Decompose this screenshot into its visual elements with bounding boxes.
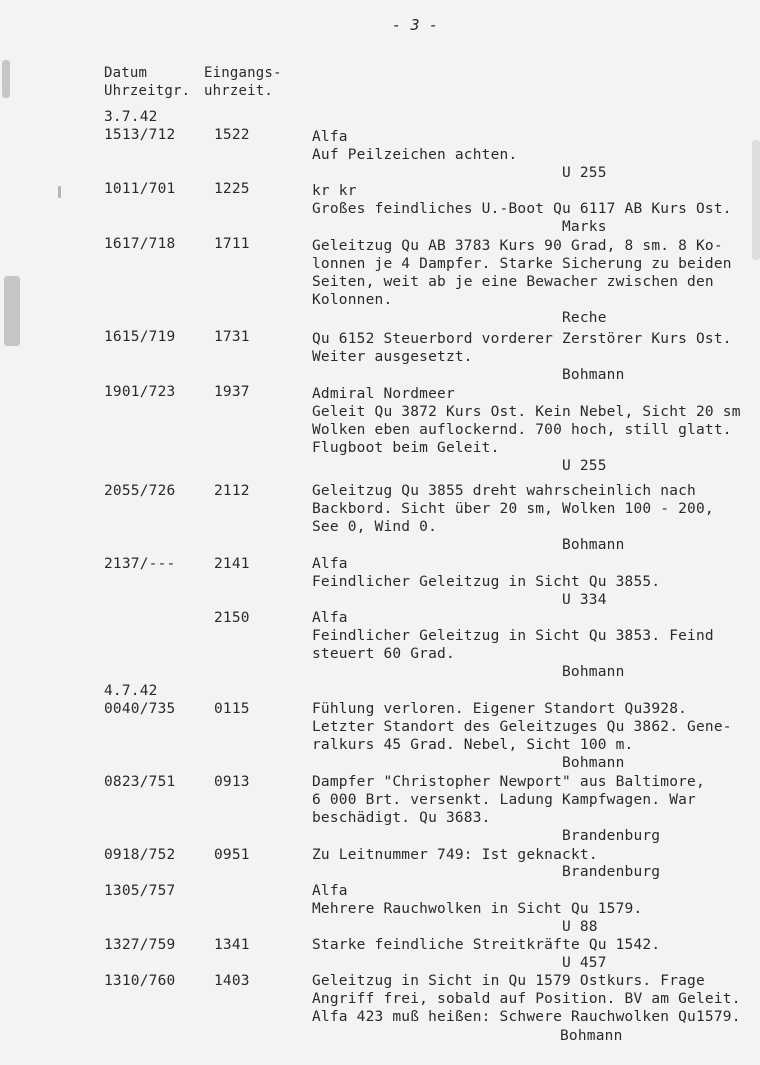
page-number: - 3 - bbox=[392, 16, 439, 34]
entry-signature: Reche bbox=[562, 310, 607, 326]
entry-text: Alfa bbox=[312, 129, 348, 145]
entry-text: Alfa 423 muß heißen: Schwere Rauchwolken Qu1579. bbox=[312, 1009, 741, 1025]
entry-text: Alfa bbox=[312, 610, 348, 626]
entry-text: Geleitzug Qu AB 3783 Kurs 90 Grad, 8 sm. 8 Ko- bbox=[312, 238, 723, 254]
entry-text: lonnen je 4 Dampfer. Starke Sicherung zu beiden bbox=[312, 256, 732, 272]
entry-text: Geleit Qu 3872 Kurs Ost. Kein Nebel, Sicht 20 sm bbox=[312, 404, 741, 420]
entry-receipt: 1711 bbox=[214, 236, 250, 252]
entry-time: 0918/752 bbox=[104, 847, 176, 863]
entry-receipt: 1225 bbox=[214, 181, 250, 197]
entry-text: kr kr bbox=[312, 183, 357, 199]
scan-smudge bbox=[752, 140, 760, 260]
scan-smudge bbox=[58, 186, 61, 198]
entry-signature: Brandenburg bbox=[562, 828, 661, 844]
entry-text: Geleitzug Qu 3855 dreht wahrscheinlich nach bbox=[312, 483, 696, 499]
entry-receipt: 0913 bbox=[214, 774, 250, 790]
date-label: 3.7.42 bbox=[104, 109, 158, 125]
entry-text: Backbord. Sicht über 20 sm, Wolken 100 - 200, bbox=[312, 501, 714, 517]
entry-signature: Brandenburg bbox=[562, 864, 661, 880]
entry-receipt: 2112 bbox=[214, 483, 250, 499]
scan-smudge bbox=[4, 276, 20, 346]
entry-text: See 0, Wind 0. bbox=[312, 519, 438, 535]
entry-receipt: 1937 bbox=[214, 384, 250, 400]
entry-signature: Marks bbox=[562, 219, 607, 235]
entry-text: Feindlicher Geleitzug in Sicht Qu 3855. bbox=[312, 574, 661, 590]
entry-text: Starke feindliche Streitkräfte Qu 1542. bbox=[312, 937, 661, 953]
entry-text: Kolonnen. bbox=[312, 292, 393, 308]
entry-signature: Bohmann bbox=[562, 664, 625, 680]
entry-text: Admiral Nordmeer bbox=[312, 386, 455, 402]
entry-receipt: 0115 bbox=[214, 701, 250, 717]
entry-signature: Bohmann bbox=[562, 755, 625, 771]
entry-time: 0823/751 bbox=[104, 774, 176, 790]
entry-signature: Bohmann bbox=[562, 537, 625, 553]
header-receipt-line2: uhrzeit. bbox=[204, 83, 274, 99]
entry-time: 1310/760 bbox=[104, 973, 176, 989]
entry-text: beschädigt. Qu 3683. bbox=[312, 810, 491, 826]
entry-text: Mehrere Rauchwolken in Sicht Qu 1579. bbox=[312, 901, 643, 917]
entry-text: Auf Peilzeichen achten. bbox=[312, 147, 518, 163]
entry-time: 1615/719 bbox=[104, 329, 176, 345]
entry-time: 2137/--- bbox=[104, 556, 176, 572]
date-label: 4.7.42 bbox=[104, 683, 158, 699]
entry-time: 1011/701 bbox=[104, 181, 176, 197]
entry-text: 6 000 Brt. versenkt. Ladung Kampfwagen. War bbox=[312, 792, 696, 808]
entry-receipt: 1341 bbox=[214, 937, 250, 953]
header-date-line2: Uhrzeitgr. bbox=[104, 83, 191, 99]
entry-text: Wolken eben auflockernd. 700 hoch, still glatt. bbox=[312, 422, 732, 438]
entry-text: Feindlicher Geleitzug in Sicht Qu 3853. Feind bbox=[312, 628, 714, 644]
entry-text: Geleitzug in Sicht in Qu 1579 Ostkurs. Frage bbox=[312, 973, 705, 989]
entry-text: ralkurs 45 Grad. Nebel, Sicht 100 m. bbox=[312, 737, 634, 753]
header-receipt-line1: Eingangs- bbox=[204, 65, 282, 81]
entry-text: Angriff frei, sobald auf Position. BV am Geleit. bbox=[312, 991, 741, 1007]
entry-time: 1513/712 bbox=[104, 127, 176, 143]
entry-text: Alfa bbox=[312, 883, 348, 899]
entry-time: 1901/723 bbox=[104, 384, 176, 400]
entry-signature: U 255 bbox=[562, 458, 607, 474]
entry-time: 0040/735 bbox=[104, 701, 176, 717]
entry-text: Letzter Standort des Geleitzuges Qu 3862. Gene- bbox=[312, 719, 732, 735]
entry-text: steuert 60 Grad. bbox=[312, 646, 455, 662]
entry-text: Qu 6152 Steuerbord vorderer Zerstörer Kurs Ost. bbox=[312, 331, 732, 347]
entry-signature: U 88 bbox=[562, 919, 598, 935]
entry-time: 2055/726 bbox=[104, 483, 176, 499]
entry-signature: U 457 bbox=[562, 955, 607, 971]
entry-text: Seiten, weit ab je eine Bewacher zwischen den bbox=[312, 274, 714, 290]
header-date-line1: Datum bbox=[104, 65, 148, 81]
entry-receipt: 1522 bbox=[214, 127, 250, 143]
entry-signature: Bohmann bbox=[562, 367, 625, 383]
entry-receipt: 2150 bbox=[214, 610, 250, 626]
entry-signature: U 334 bbox=[562, 592, 607, 608]
entry-text: Flugboot beim Geleit. bbox=[312, 440, 500, 456]
entry-receipt: 2141 bbox=[214, 556, 250, 572]
entry-text: Fühlung verloren. Eigener Standort Qu3928. bbox=[312, 701, 688, 717]
entry-receipt: 0951 bbox=[214, 847, 250, 863]
entry-time: 1617/718 bbox=[104, 236, 176, 252]
entry-text: Weiter ausgesetzt. bbox=[312, 349, 473, 365]
entry-time: 1327/759 bbox=[104, 937, 176, 953]
scan-smudge bbox=[2, 60, 10, 98]
entry-signature: U 255 bbox=[562, 165, 607, 181]
entry-text: Dampfer "Christopher Newport" aus Baltimore, bbox=[312, 774, 705, 790]
entry-text: Alfa bbox=[312, 556, 348, 572]
entry-text: Zu Leitnummer 749: Ist geknackt. bbox=[312, 847, 598, 863]
entry-receipt: 1403 bbox=[214, 973, 250, 989]
entry-time: 1305/757 bbox=[104, 883, 176, 899]
entry-text: Großes feindliches U.-Boot Qu 6117 AB Kurs Ost. bbox=[312, 201, 732, 217]
entry-signature: Bohmann bbox=[560, 1028, 623, 1044]
entry-receipt: 1731 bbox=[214, 329, 250, 345]
